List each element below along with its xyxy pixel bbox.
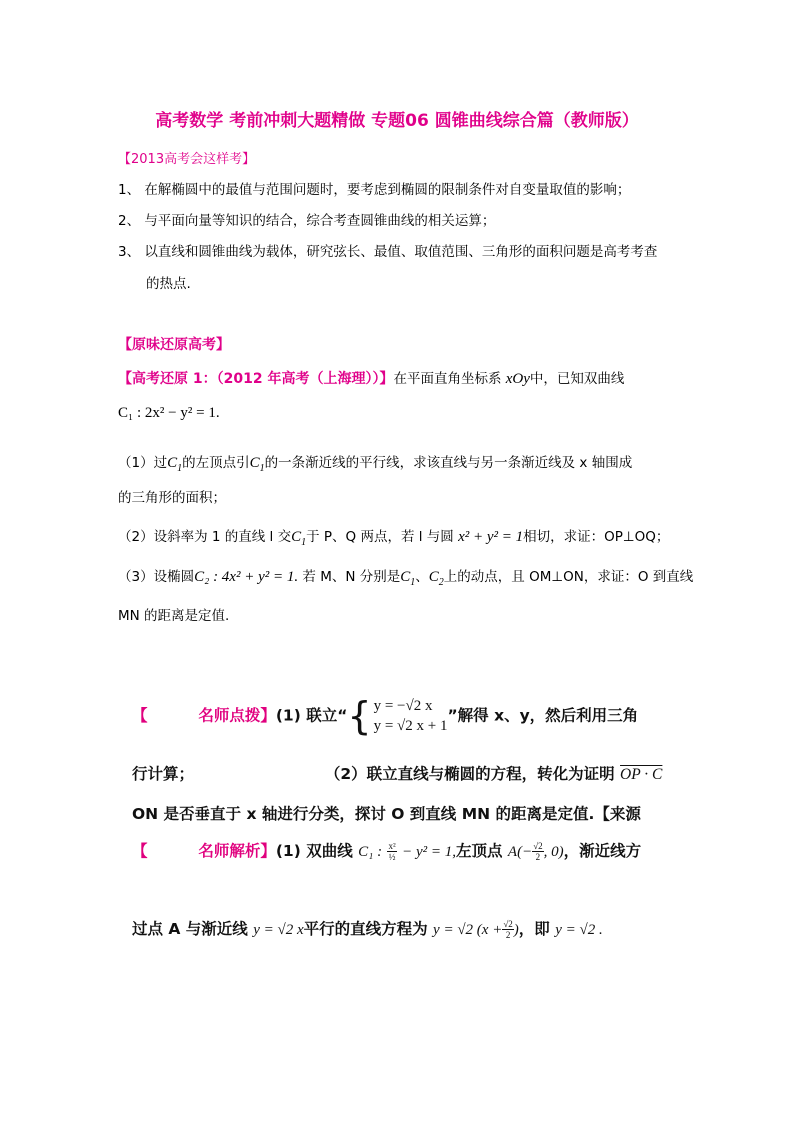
fraction-numerator: √2: [503, 919, 513, 929]
line5-eq2-rest: ): [513, 922, 519, 938]
q2-part-b: 于 P、Q 两点，若 l 与圆: [306, 529, 454, 545]
problem-statement: [118, 367, 624, 388]
c1-symbol: $C_1$: [400, 569, 416, 588]
analysis-row-2: [132, 917, 603, 940]
analysis-text-3: ，渐近线方: [563, 842, 642, 860]
brace-icon: {: [347, 694, 372, 738]
fraction-numerator: x²: [388, 841, 396, 851]
hint-row-2: [132, 762, 662, 784]
question-1-line-2: 的三角形的面积；: [118, 490, 226, 506]
problem-tag: 【高考还原 1：（2012 年高考（上海理））】: [118, 371, 394, 387]
hint-row2-b: （2）联立直线与椭圆的方程，转化为证明: [324, 765, 615, 783]
q3-part-b: 若 M、N 分别是: [302, 569, 401, 585]
line5-b: 平行的直线方程为: [303, 920, 428, 938]
c2-symbol: $C_2$: [428, 569, 444, 588]
hint-bracket: 【: [132, 706, 148, 725]
hint-text-2: ”解得 x、y，然后利用三角: [447, 706, 639, 725]
hint-label: 名师点拨】: [198, 706, 276, 725]
line5-c: ，即: [518, 920, 550, 938]
exam-item-2: 2、 与平面向量等知识的结合，综合考查圆锥曲线的相关运算；: [118, 213, 496, 229]
line5-a: 过点 A 与渐近线: [132, 920, 248, 938]
hint-text-1: (1) 联立“: [275, 706, 348, 725]
c1-symbol: $C_1$: [167, 455, 183, 474]
line5-eq3: y = √2 .: [555, 922, 603, 938]
exam-item-3: 3、 以直线和圆锥曲线为载体，研究弦长、最值、取值范围、三角形的面积问题是高考考查: [118, 244, 658, 260]
point-a: A(−: [507, 844, 533, 860]
q2-part-c: 相切，求证：OP⊥OQ；: [523, 529, 670, 545]
analysis-bracket: 【: [132, 842, 148, 860]
exam-section-tag: 【2013高考会这样考】: [118, 152, 256, 167]
q3-part-c: 上的动点，且 OM⊥ON，求证：O 到直线: [443, 569, 694, 585]
question-3-line-2: MN 的距离是定值.: [118, 608, 230, 624]
analysis-text-1: (1) 双曲线: [275, 842, 353, 860]
equation-1: y = −√2 x: [373, 698, 433, 714]
q3-part-a: （3）设椭圆: [118, 569, 195, 585]
equation-system: [374, 696, 448, 736]
equation-2: y = √2 x + 1: [373, 718, 448, 734]
c1-symbol: $C_1$: [291, 529, 307, 548]
line5-eq2: y = √2 (x +: [433, 922, 503, 938]
problem-coord: xOy: [505, 371, 530, 387]
question-2: [118, 525, 669, 546]
fraction: [502, 919, 513, 940]
exam-item-3-cont: 的热点.: [146, 276, 191, 292]
question-1-line-1: [118, 451, 632, 472]
fraction-denominator: ½: [388, 852, 396, 862]
fraction-denominator: 2: [505, 930, 511, 940]
vector-op: OP · C: [620, 766, 663, 783]
question-3-line-1: （3）设椭圆C₂ : 4x² + y² = 1. 若 M、N 分别是$C_1$、$C_2$上的动点，且 OM⊥ON，求证：O 到直线: [118, 569, 694, 588]
fraction: [387, 841, 396, 862]
point-a-rest: , 0): [543, 844, 564, 860]
teacher-notes-scan: [132, 690, 752, 950]
analysis-row-1: [132, 839, 641, 862]
original-section-tag: 【原味还原高考】: [118, 337, 230, 353]
fraction-denominator: 2: [535, 852, 541, 862]
analysis-text-2: 左顶点: [456, 842, 503, 860]
q1-part-b: 的左顶点引: [182, 455, 250, 471]
c1-symbol: $C_1$: [249, 455, 265, 474]
circle-equation: x² + y² = 1: [458, 529, 524, 545]
curve-c1: C₁ : 2x² − y² = 1.: [118, 405, 220, 421]
q1-part-c: 的一条渐近线的平行线，求该直线与另一条渐近线及 x 轴围成: [264, 455, 633, 471]
exam-item-1: 1、 在解椭圆中的最值与范围问题时，要考虑到椭圆的限制条件对自变量取值的影响；: [118, 182, 631, 198]
analysis-c1: C₁ :: [358, 844, 383, 860]
q2-part-a: （2）设斜率为 1 的直线 l 交: [118, 529, 292, 545]
line5-eq: y = √2 x: [253, 922, 304, 938]
page-title: 高考数学 考前冲刺大题精做 专题06 圆锥曲线综合篇（教师版）: [155, 111, 639, 131]
hint-row-1: [132, 696, 638, 736]
hint-row2-a: 行计算；: [132, 765, 195, 783]
ellipse-equation: C₂ : 4x² + y² = 1.: [194, 569, 299, 585]
fraction: [532, 841, 543, 862]
problem-intro: 在平面直角坐标系: [393, 371, 502, 387]
fraction-numerator: √2: [533, 841, 543, 851]
problem-intro-2: 中，已知双曲线: [529, 371, 625, 387]
hint-row-3: ON 是否垂直于 x 轴进行分类，探讨 O 到直线 MN 的距离是定值.【来源: [132, 805, 641, 823]
analysis-label: 名师解析】: [198, 842, 276, 860]
q1-part-a: （1）过: [118, 455, 168, 471]
analysis-c1-rest: − y² = 1,: [402, 844, 456, 860]
